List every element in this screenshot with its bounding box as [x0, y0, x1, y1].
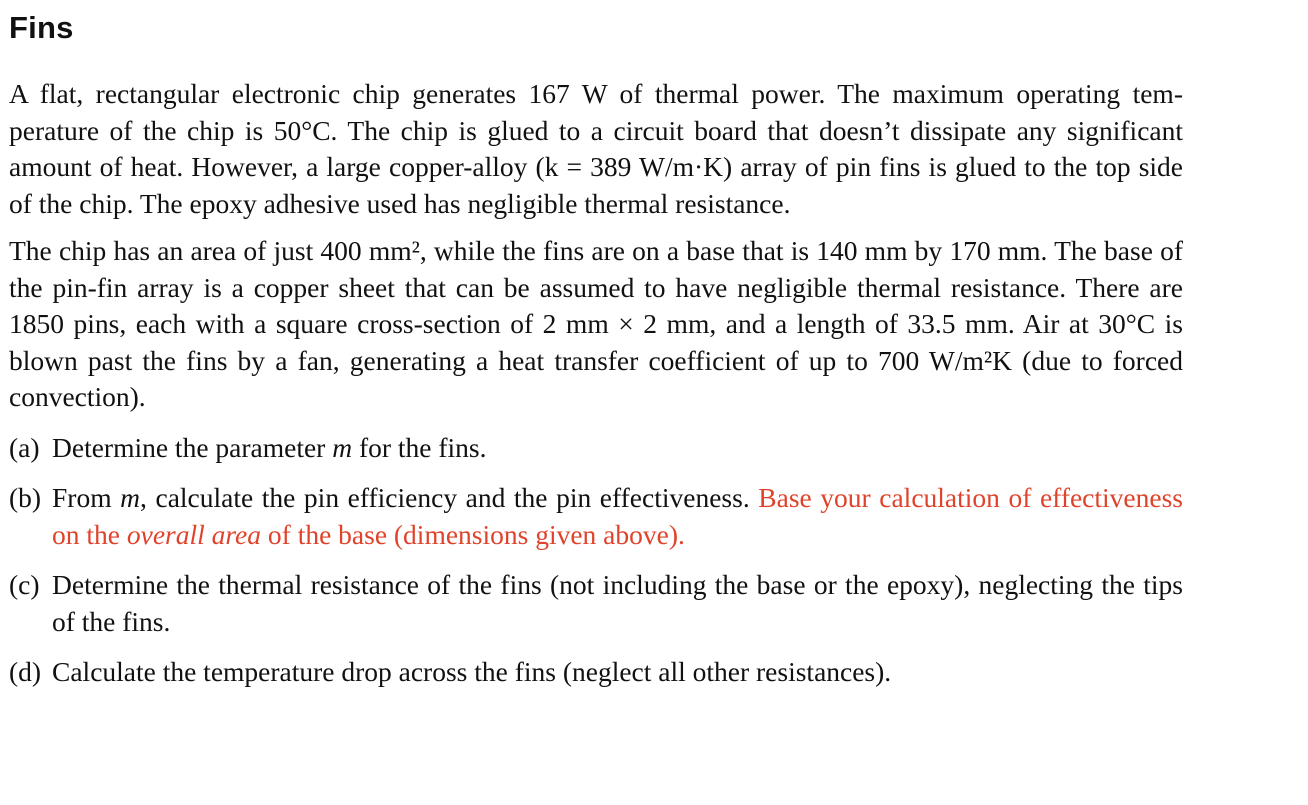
question-b-highlight-pre: Base your calculation of effectiveness on the [52, 482, 1183, 550]
question-d-label: (d) [9, 656, 42, 687]
question-b-highlight-post: of the base (dimensions given above). [261, 518, 685, 550]
question-d [9, 654, 1183, 691]
question-b-label: (b) [9, 482, 42, 513]
question-list [9, 430, 1183, 691]
question-a-text [52, 430, 1183, 467]
question-b-variable: m [120, 482, 141, 513]
problem-statement [9, 76, 1183, 222]
page-title: Fins [9, 10, 74, 45]
question-b [9, 480, 1183, 553]
problem-details [9, 233, 1183, 416]
question-a-label: (a) [9, 431, 40, 463]
question-b-highlight-italic: overall area [126, 518, 262, 550]
question-d-text: Calculate the temperature drop across the fins (neglect all other resistances). [52, 656, 892, 687]
intro-paragraph-2: The chip has an area of just 400 mm², while the fins are on a base that is 140 mm by 170 mm. The base of the pin-fin array is a copper sheet that can be assumed to have negligible thermal resistance. There are 1850 pins, each with a square cross-section of 2 mm × 2 mm, and a length of 33.5 mm. Air at 30°C is blown past the fins by a fan, generating a heat transfer coefficient of up to 700 W/m²K (due to forced convection). [9, 235, 1183, 412]
question-b-pre: From [52, 482, 121, 513]
question-c [9, 567, 1183, 640]
question-c-text: Determine the thermal resistance of the fins (not including the base or the epoxy), neglecting the tips of the fins. [52, 569, 1183, 637]
question-a [9, 430, 1183, 467]
question-a-post: for the fins. [352, 431, 487, 463]
question-a-variable: m [332, 431, 353, 463]
question-b-post: , calculate the pin efficiency and the pin effectiveness. [140, 482, 759, 513]
document-page [9, 8, 1183, 705]
question-c-label: (c) [9, 569, 40, 600]
intro-paragraph-1: A flat, rectangular electronic chip generates 167 W of thermal power. The maximum operating temperature of the chip is 50°C. The chip is glued to a circuit board that doesn’t dissipate any significant amount of heat. However, a large copper-alloy (k = 389 W/m·K) array of pin fins is glued to the top side of the chip. The epoxy adhesive used has negligible thermal resistance. [9, 78, 1183, 219]
question-b-text [52, 480, 1183, 553]
question-a-pre: Determine the parameter [52, 431, 333, 463]
